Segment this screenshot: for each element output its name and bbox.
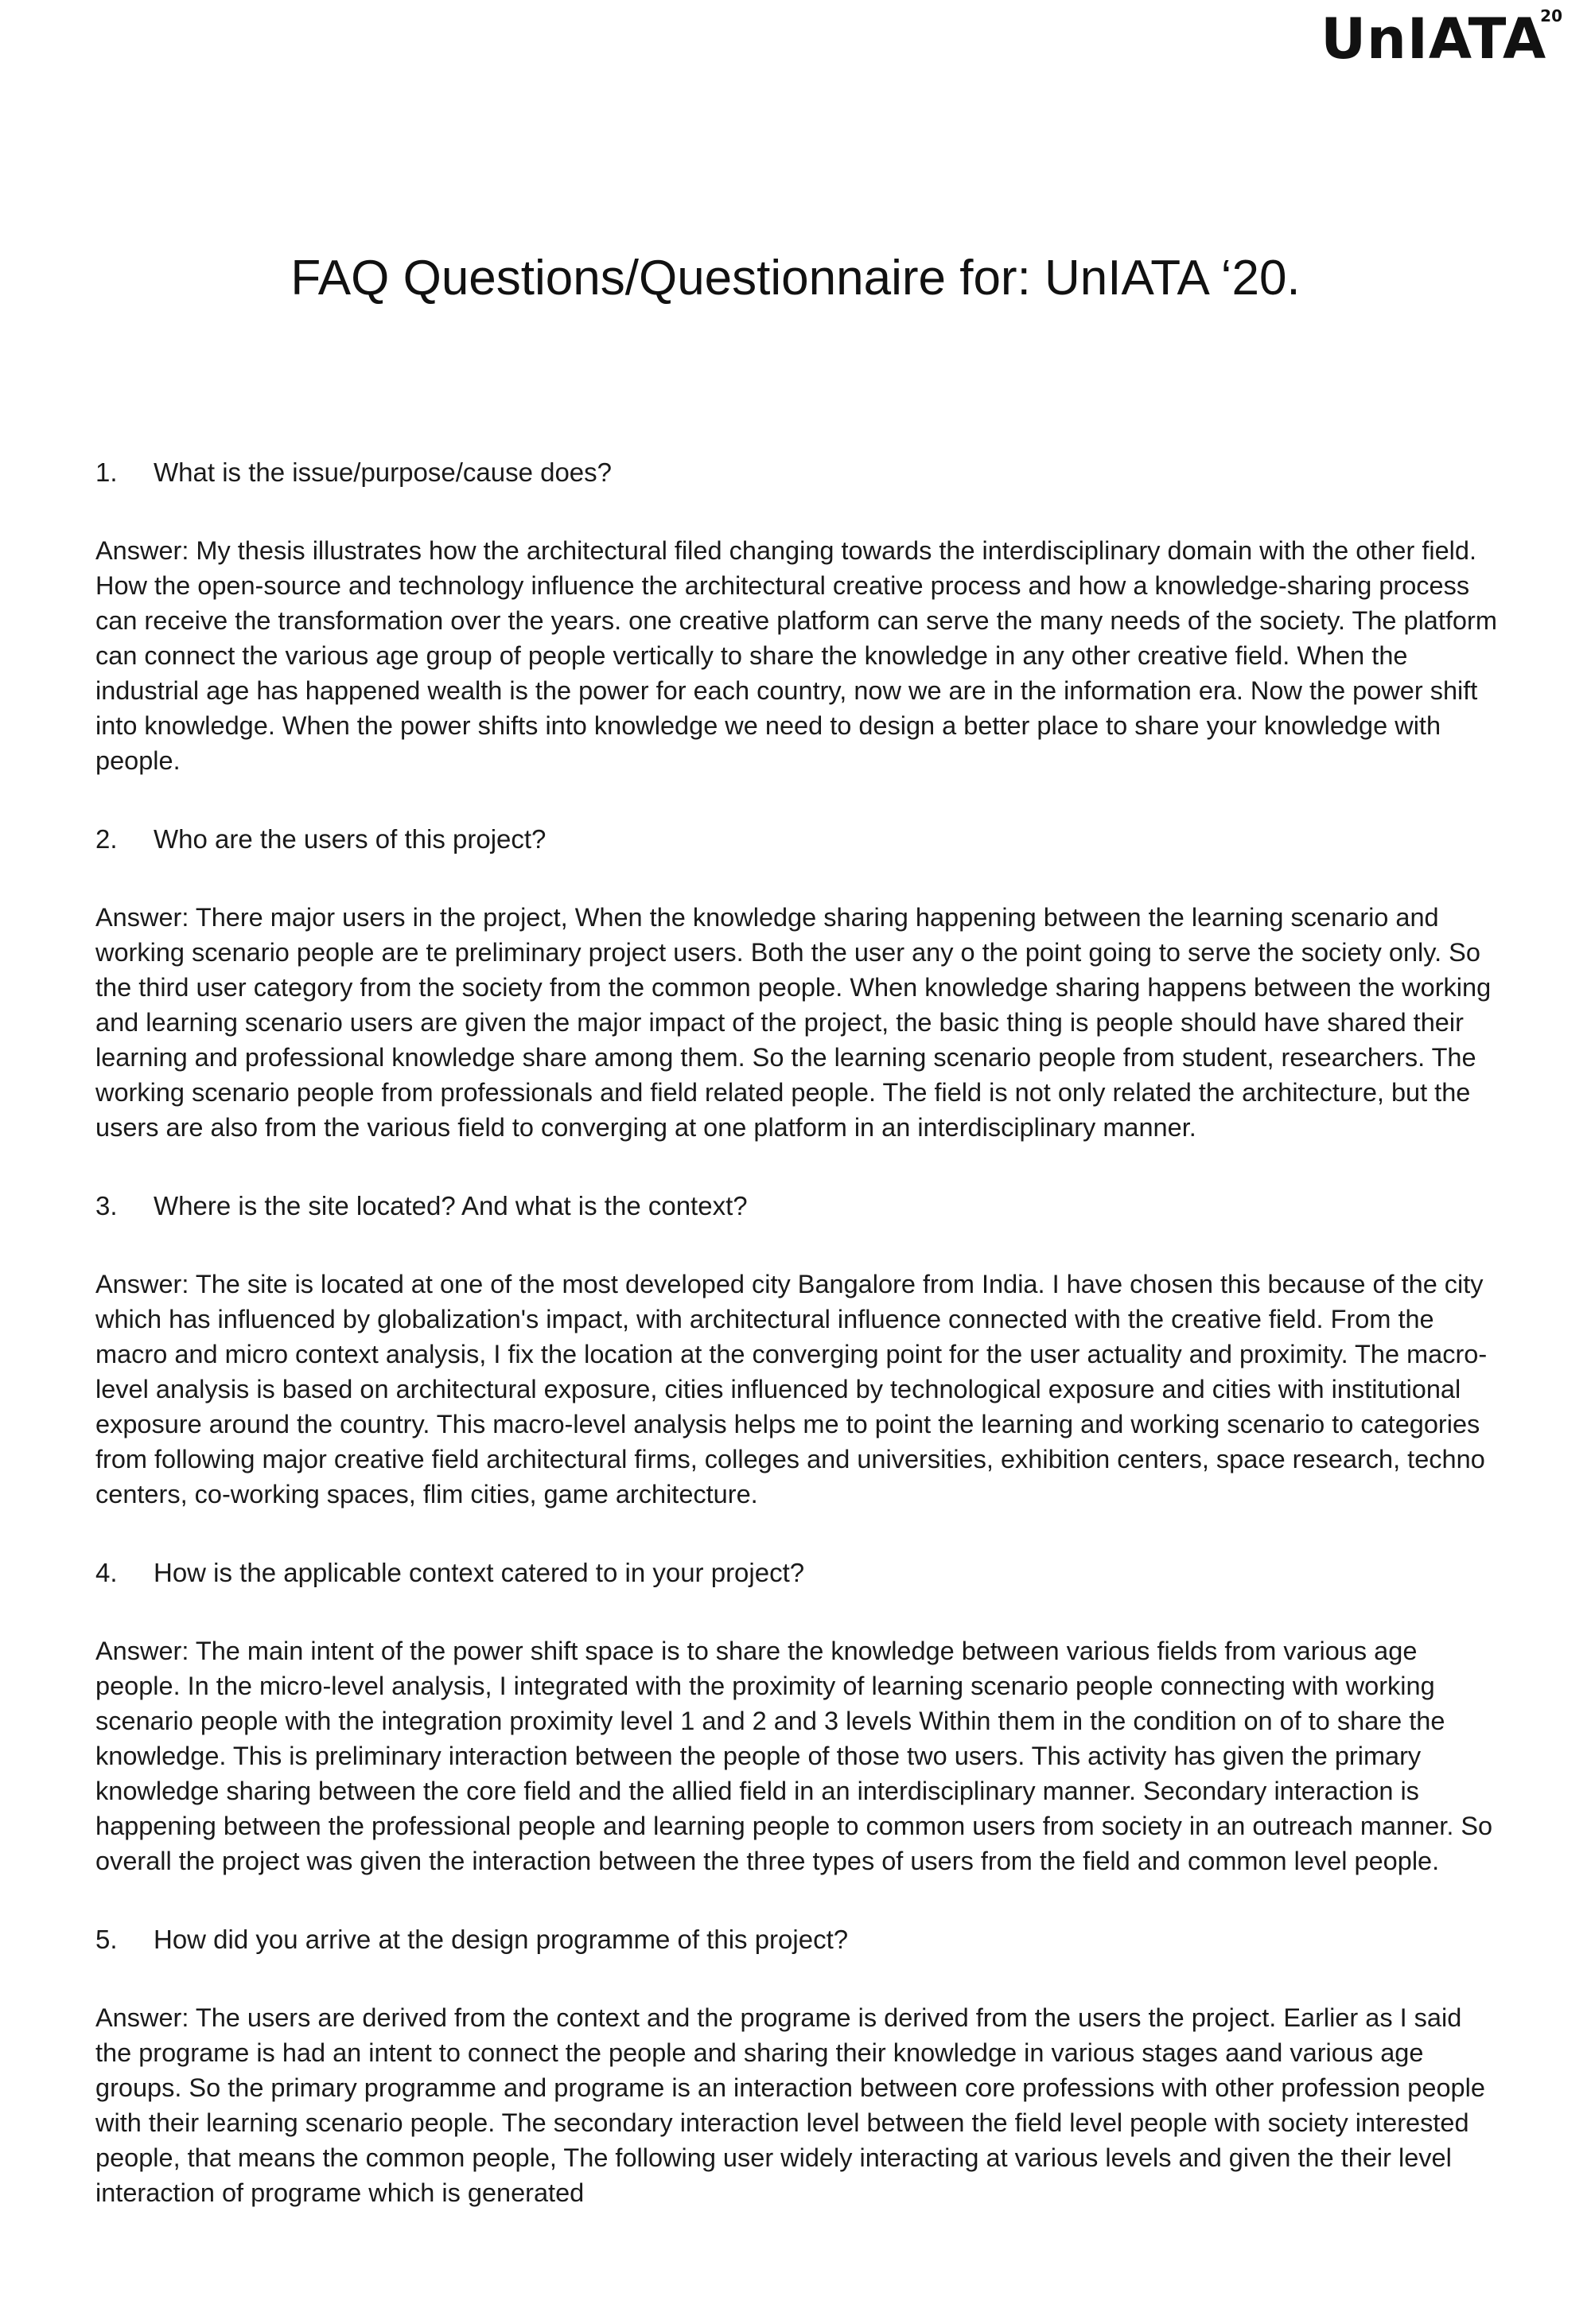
faq-question bbox=[95, 1922, 1503, 1957]
faq-item-5 bbox=[95, 1922, 1503, 2210]
faq-question bbox=[95, 1189, 1503, 1224]
question-number: 4. bbox=[95, 1558, 118, 1587]
faq-question bbox=[95, 822, 1503, 857]
faq-answer: Answer: The site is located at one of the most developed city Bangalore from India. I have chosen this because of the city which has influenced by globalization's impact, with architectural influence connected with the creative field. From the macro and micro context analysis, I fix the location at the converging point for the user actuality and proximity. The macro-level analysis is based on architectural exposure, cities influenced by technological exposure and cities with institutional exposure around the country. This macro-level analysis helps me to point the learning and working scenario to categories from following major creative field architectural firms, colleges and universities, exhibition centers, space research, techno centers, co-working spaces, flim cities, game architecture. bbox=[95, 1270, 1488, 1508]
faq-answer: Answer: The main intent of the power shift space is to share the knowledge between various fields from various age people. In the micro-level analysis, I integrated with the proximity of learning scenario people connecting with working scenario people with the integration proximity level 1 and 2 and 3 levels Within them in the condition on of to share the knowledge. This is preliminary interaction between the people of those two users. This activity has given the primary knowledge sharing between the core field and the allied field in an interdisciplinary manner. Secondary interaction is happening between the professional people and learning people to common users from society in an outreach manner. So overall the project was given the interaction between the three types of users from the field and common level people. bbox=[95, 1637, 1493, 1875]
logo-superscript: 20 bbox=[1540, 6, 1562, 25]
question-number: 2. bbox=[95, 824, 118, 854]
faq-answer: Answer: My thesis illustrates how the architectural filed changing towards the interdisciplinary domain with the other field. How the open-source and technology influence the architectural creative process and how a knowledge-sharing process can receive the transformation over the years. one creative platform can serve the many needs of the society. The platform can connect the various age group of people vertically to share the knowledge in any other creative field. When the industrial age has happened wealth is the power for each country, now we are in the information era. Now the power shift into knowledge. When the power shifts into knowledge we need to design a better place to share your knowledge with people. bbox=[95, 536, 1497, 775]
question-text: How is the applicable context catered to in your project? bbox=[154, 1558, 805, 1587]
question-text: Where is the site located? And what is the context? bbox=[154, 1191, 748, 1220]
faq-question bbox=[95, 1555, 1503, 1590]
question-text: What is the issue/purpose/cause does? bbox=[154, 457, 613, 487]
question-number: 5. bbox=[95, 1925, 118, 1954]
uniata-logo bbox=[1321, 6, 1562, 72]
faq-question bbox=[95, 455, 1503, 490]
faq-item-1 bbox=[95, 455, 1503, 778]
question-number: 3. bbox=[95, 1191, 118, 1220]
faq-answer: Answer: There major users in the project, When the knowledge sharing happening between the learning scenario and working scenario people are te preliminary project users. Both the user any o the point going to serve the society only. So the third user category from the society from the common people. When knowledge sharing happens between the working and learning scenario users are given the major impact of the project, the basic thing is people should have shared their learning and professional knowledge share among them. So the learning scenario people from student, researchers. The working scenario people from professionals and field related people. The field is not only related the architecture, but the users are also from the various field to converging at one platform in an interdisciplinary manner. bbox=[95, 903, 1492, 1142]
faq-item-3 bbox=[95, 1189, 1503, 1512]
question-number: 1. bbox=[95, 457, 118, 487]
page-title: FAQ Questions/Questionnaire for: UnIATA ‘20. bbox=[290, 251, 1301, 306]
faq-item-4 bbox=[95, 1555, 1503, 1878]
question-text: Who are the users of this project? bbox=[154, 824, 547, 854]
question-text: How did you arrive at the design programme of this project? bbox=[154, 1925, 849, 1954]
faq-list bbox=[95, 455, 1503, 2254]
faq-answer: Answer: The users are derived from the context and the programe is derived from the users the project. Earlier as I said the programe is had an intent to connect the people and sharing their knowledge in various stages aand various age groups. So the primary programme and programe is an interaction between core professions with other profession people with their learning scenario people. The secondary interaction level between the field level people with society interested people, that means the common people, The following user widely interacting at various levels and given the their level interaction of programe which is generated bbox=[95, 2003, 1485, 2207]
faq-item-2 bbox=[95, 822, 1503, 1145]
logo-text: UnIATA bbox=[1321, 6, 1547, 72]
